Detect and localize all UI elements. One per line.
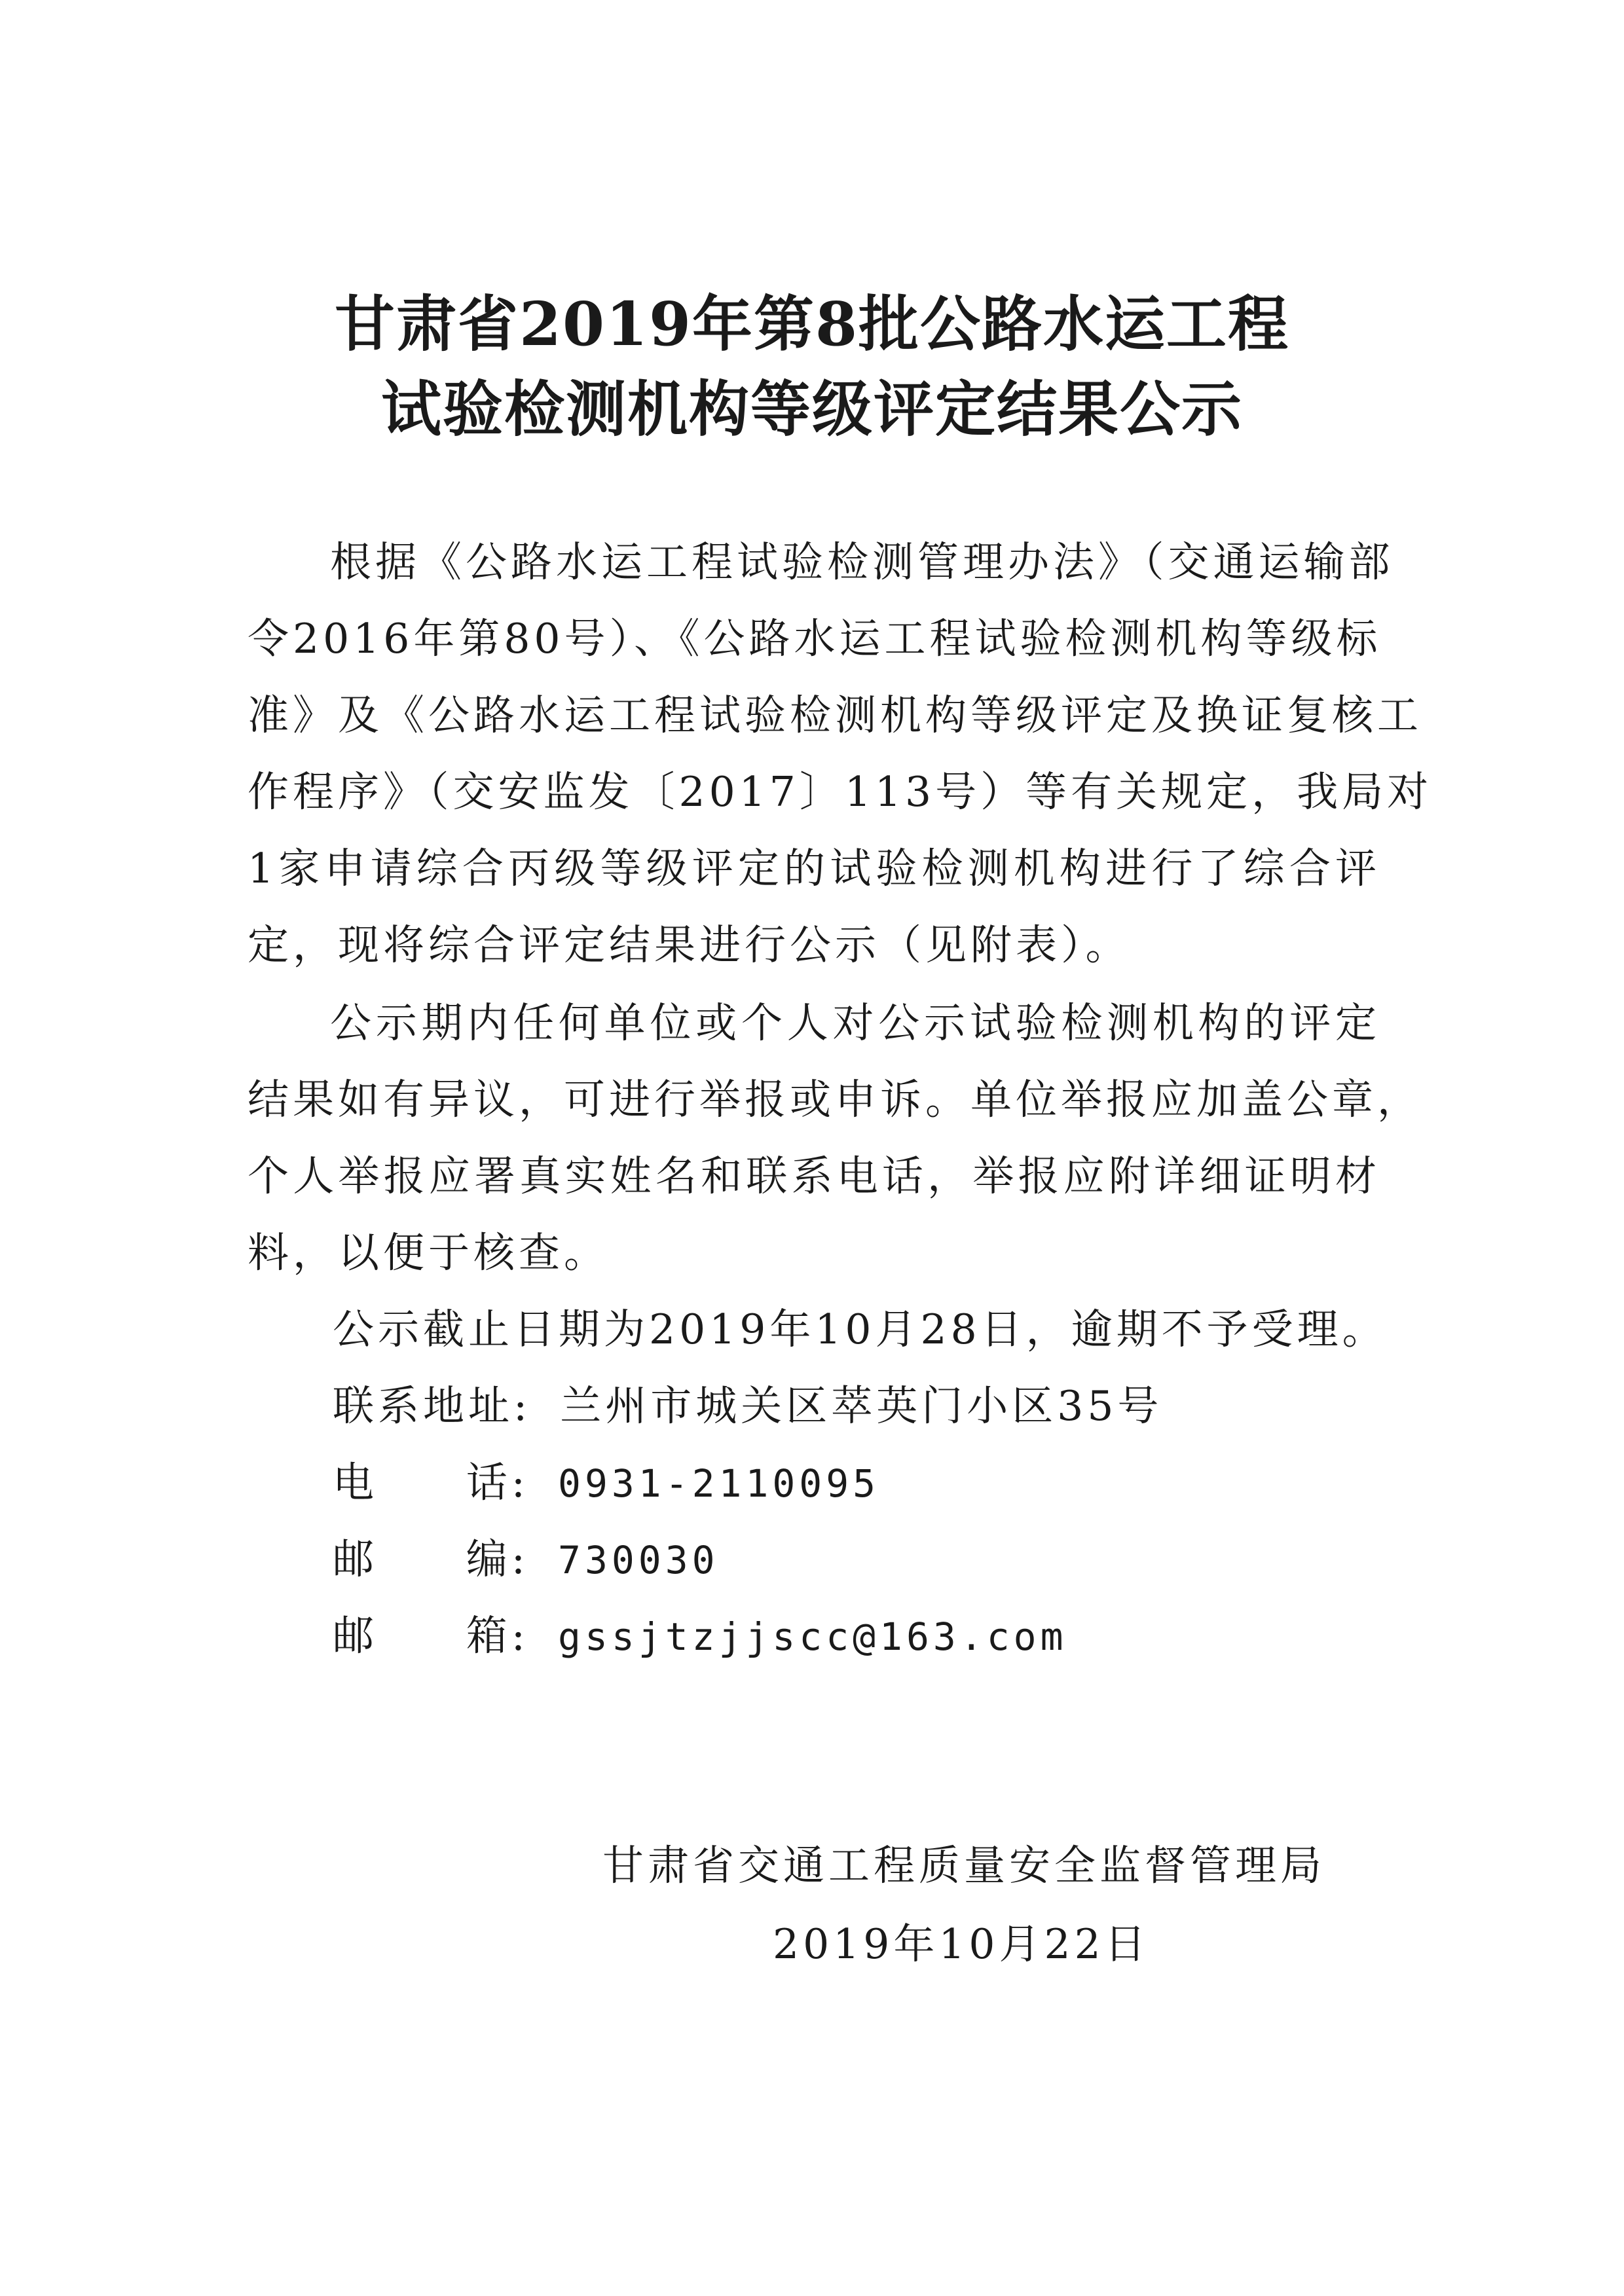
document-title-line-2: 试验检测机构等级评定结果公示 (380, 374, 1243, 445)
signature-date: 2019年10月22日 (773, 1920, 1150, 1968)
postcode-value: 730030 (558, 1538, 719, 1582)
postcode-label-part: 邮 (333, 1535, 378, 1583)
phone-label (333, 1444, 529, 1521)
paragraph-line: 料，以便于核查。 (248, 1229, 609, 1277)
paragraph-line: 作程序》（交安监发〔2017〕113号）等有关规定，我局对 (248, 768, 1433, 816)
email-value: gssjtzjjscc@163.com (558, 1614, 1067, 1659)
contact-address-row (333, 1368, 1162, 1444)
contact-email-row (333, 1597, 1162, 1674)
contact-phone-row (333, 1444, 1162, 1521)
deadline-text: 公示截止日期为2019年10月28日，逾期不予受理。 (333, 1305, 1388, 1353)
paragraph-basis (248, 524, 1433, 983)
paragraph-line: 结果如有异议，可进行举报或申诉。单位举报应加盖公章， (248, 1076, 1422, 1123)
document-title-line-1: 甘肃省2019年第8批公路水运工程 (334, 289, 1290, 359)
email-label (333, 1597, 529, 1674)
paragraph-line: 公示期内任何单位或个人对公示试验检测机构的评定 (330, 999, 1380, 1047)
email-label-part: 箱: (466, 1612, 529, 1660)
paragraph-line: 根据《公路水运工程试验检测管理办法》（交通运输部 (330, 538, 1394, 586)
address-label: 联系地址: (333, 1382, 532, 1430)
paragraph-line: 准》及《公路水运工程试验检测机构等级评定及换证复核工 (248, 691, 1422, 739)
paragraph-objection (248, 985, 1422, 1291)
contact-postcode-row (333, 1521, 1162, 1597)
address-value: 兰州市城关区萃英门小区35号 (560, 1382, 1163, 1430)
phone-label-part: 话: (466, 1459, 529, 1506)
paragraph-line: 个人举报应署真实姓名和联系电话，举报应附详细证明材 (248, 1152, 1380, 1200)
postcode-label (333, 1521, 529, 1597)
paragraph-line: 令2016年第80号）、《公路水运工程试验检测机构等级标 (248, 615, 1382, 663)
postcode-label-part: 编: (466, 1535, 529, 1583)
paragraph-line: 1家申请综合丙级等级评定的试验检测机构进行了综合评 (248, 845, 1380, 892)
contact-info (333, 1368, 1162, 1674)
phone-value: 0931-2110095 (558, 1461, 880, 1506)
email-label-part: 邮 (333, 1612, 378, 1660)
paragraph-line: 定，现将综合评定结果进行公示（见附表）。 (248, 921, 1131, 969)
signature-organization: 甘肃省交通工程质量安全监督管理局 (602, 1842, 1325, 1889)
phone-label-part: 电 (333, 1459, 378, 1506)
